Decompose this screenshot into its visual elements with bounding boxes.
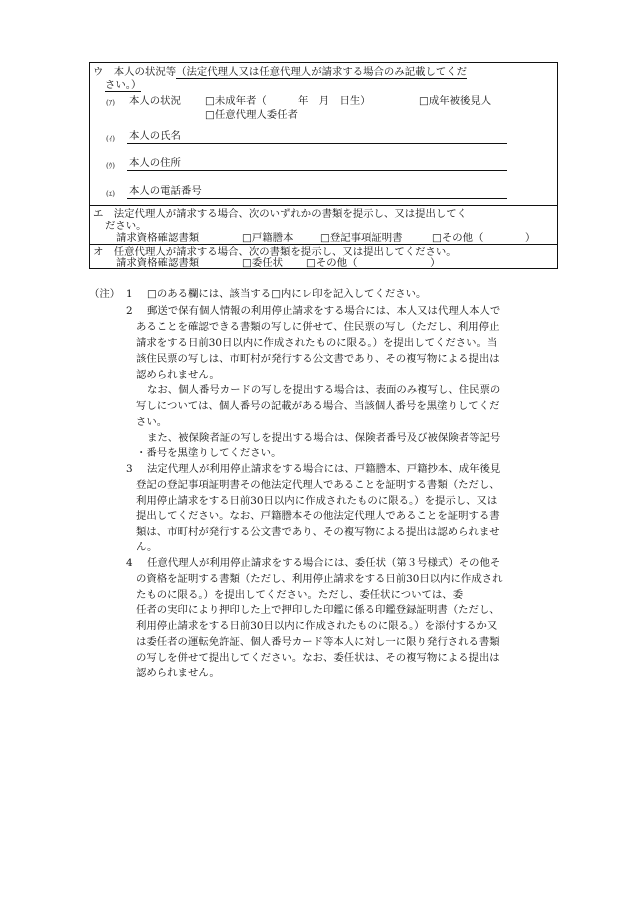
note-2-number: 2 bbox=[126, 305, 133, 317]
status-label: 本人の状況 bbox=[129, 95, 181, 107]
section-u-heading-note-cont: さい。） bbox=[105, 79, 142, 91]
note-4-line: 利用停止請求をする日前30日以内に作成されたものに限る。）を添付するか又 bbox=[136, 620, 498, 632]
checkbox-principal[interactable]: □任意代理人委任者 bbox=[205, 109, 298, 121]
note-2-line: 請求をする日前30日以内に作成されたものに限る。）を提出してください。当 bbox=[136, 337, 498, 349]
checkbox-e-other[interactable]: □その他（ ） bbox=[432, 232, 536, 244]
note-2-line: なお、個人番号カードの写しを提出する場合は、表面のみ複写し、住民票の bbox=[147, 384, 501, 396]
section-u-heading: ウ 本人の状況等 bbox=[93, 66, 177, 78]
address-marker: (ｳ) bbox=[106, 162, 115, 170]
section-u-heading-note: （法定代理人又は任意代理人が請求する場合のみ記載してくだ bbox=[176, 66, 468, 78]
note-4-line: 任意代理人が利用停止請求をする場合には、委任状（第３号様式）その他そ bbox=[147, 557, 501, 569]
note-3-line: 法定代理人が利用停止請求をする場合には、戸籍謄本、戸籍抄本、成年後見 bbox=[147, 463, 501, 475]
phone-marker: (ｴ) bbox=[106, 190, 115, 198]
section-o-doc-label: 請求資格確認書類 bbox=[116, 257, 200, 269]
note-2-line: 写しについては、個人番号の記載がある場合、当該個人番号を黒塗りしてくだ bbox=[136, 400, 500, 412]
phone-label: 本人の電話番号 bbox=[129, 185, 202, 197]
table-left-border bbox=[89, 62, 90, 269]
address-label: 本人の住所 bbox=[129, 157, 181, 169]
note-3-number: 3 bbox=[126, 463, 133, 475]
notes-label: （注） bbox=[89, 288, 121, 300]
note-4-line: の写しを併せて提出してください。なお、委任状は、その複写物による提出は bbox=[136, 652, 500, 664]
table-top-border bbox=[89, 62, 558, 63]
note-1-number: 1 bbox=[126, 288, 133, 300]
checkbox-adult-ward[interactable]: □成年被後見人 bbox=[419, 95, 492, 107]
note-2-line: 該住民票の写しは、市町村が発行する公文書であり、その複写物による提出は bbox=[136, 353, 500, 365]
address-field[interactable] bbox=[127, 170, 507, 171]
note-4-line: たものに限る。）を提出してください。ただし、委任状については、委 bbox=[136, 589, 464, 601]
status-marker: (ｱ) bbox=[106, 99, 115, 107]
checkbox-family-register[interactable]: □戸籍謄本 bbox=[242, 232, 294, 244]
note-3-line: 利用停止請求をする日前30日以内に作成されたものに限る。）を提示し、又は bbox=[136, 495, 498, 507]
checkbox-power-of-attorney[interactable]: □委任状 bbox=[242, 257, 283, 269]
note-3-line: 類は、市町村が発行する公文書であり、その複写物による提出は認められませ bbox=[136, 526, 500, 538]
note-4-line: 任者の実印により押印した上で押印した印鑑に係る印鑑登録証明書（ただし、 bbox=[136, 604, 500, 616]
note-3-line: 登記の登記事項証明書その他法定代理人であることを証明する書類（ただし、 bbox=[136, 479, 500, 491]
section-e-line1: エ 法定代理人が請求する場合、次のいずれかの書類を提示し、又は提出してく bbox=[93, 208, 468, 220]
section-u-heading-line1 bbox=[93, 66, 467, 78]
note-4-line: 認められません。 bbox=[136, 667, 220, 679]
section-u-heading-line2 bbox=[105, 79, 141, 91]
divider-e-o bbox=[89, 244, 558, 245]
checkbox-minor[interactable]: □未成年者（ 年 月 日生） bbox=[205, 95, 371, 107]
note-2-line: さい。 bbox=[136, 416, 168, 428]
note-2-line: 郵送で保有個人情報の利用停止請求をする場合には、本人又は代理人本人で bbox=[147, 305, 501, 317]
note-4-number: 4 bbox=[126, 557, 133, 569]
note-2-line: また、被保険者証の写しを提出する場合は、保険者番号及び被保険者等記号 bbox=[147, 432, 501, 444]
note-3-line: 提出してください。なお、戸籍謄本その他法定代理人であることを証明する書 bbox=[136, 510, 500, 522]
section-e-doc-label: 請求資格確認書類 bbox=[116, 232, 200, 244]
note-2-line: ・番号を黒塗りしてください。 bbox=[136, 447, 282, 459]
note-3-line: ん。 bbox=[136, 541, 158, 553]
divider-u-e bbox=[89, 205, 558, 206]
phone-field[interactable] bbox=[127, 198, 507, 199]
section-e-line2: ださい。 bbox=[105, 220, 147, 232]
name-label: 本人の氏名 bbox=[129, 130, 181, 142]
checkbox-o-other[interactable]: □その他（ ） bbox=[306, 257, 441, 269]
note-4-line: の資格を証明する書類（ただし、利用停止請求をする日前30日以内に作成され bbox=[136, 573, 503, 585]
name-marker: (ｲ) bbox=[106, 135, 115, 143]
note-2-line: 認められません。 bbox=[136, 369, 220, 381]
note-4-line: は委任者の運転免許証、個人番号カード等本人に対し一に限り発行される書類 bbox=[136, 636, 500, 648]
checkbox-registry-cert[interactable]: □登記事項証明書 bbox=[320, 232, 403, 244]
table-right-border bbox=[557, 62, 558, 269]
note-2-line: あることを確認できる書類の写しに併せて、住民票の写し（ただし、利用停止 bbox=[136, 321, 500, 333]
note-1-text: □のある欄には、該当する□内にレ印を記入してください。 bbox=[147, 288, 427, 300]
section-o-line1: オ 任意代理人が請求する場合、次の書類を提示し、又は提出してください。 bbox=[93, 246, 457, 258]
name-field[interactable] bbox=[127, 143, 507, 144]
